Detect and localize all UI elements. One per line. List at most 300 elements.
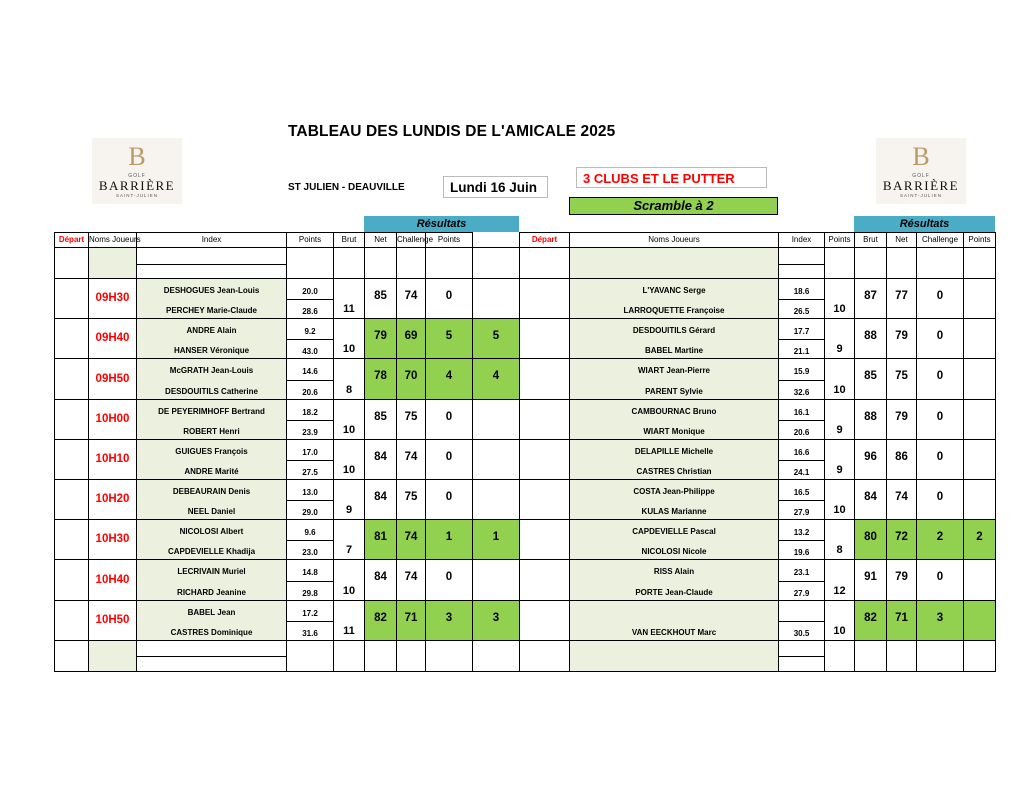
logo-golf-text: GOLF [128, 173, 146, 179]
player-name-1: DESDOUITILS Gérard [632, 326, 716, 336]
result-net [886, 600, 917, 641]
index-divider [287, 460, 333, 461]
player-names [569, 358, 779, 400]
player-name-2: HANSER Véronique [173, 346, 250, 356]
index-2: 24.1 [793, 468, 810, 477]
index-divider [779, 460, 824, 461]
result-net [396, 358, 426, 400]
spacer-top-right-5 [886, 247, 917, 279]
result-challenge [425, 439, 473, 480]
player-index [286, 278, 334, 319]
player-name-1: CAMBOURNAC Bruno [631, 407, 717, 417]
header-right-challenge: Challenge [916, 232, 964, 248]
tee-time [519, 399, 570, 440]
spacer-top-right-4 [854, 247, 887, 279]
spacer-bottom-left-2 [136, 640, 287, 672]
tee-time-label: 09H40 [95, 332, 130, 344]
result-net-value: 71 [895, 612, 908, 625]
spacer-top-left-0 [54, 247, 89, 279]
team-points-value: 8 [345, 383, 353, 396]
result-brut [364, 600, 397, 641]
spacer-bottom-right-5 [886, 640, 917, 672]
page-title: TABLEAU DES LUNDIS DE L'AMICALE 2025 [288, 123, 616, 140]
logo-sub-text: SAINT-JULIEN [899, 193, 942, 198]
logo-golf-text: GOLF [912, 173, 930, 179]
team-points [333, 479, 365, 520]
result-rpoints [472, 559, 520, 601]
spacer-bottom-right-6 [916, 640, 964, 672]
header-right-index: Index [778, 232, 825, 248]
index-divider [779, 656, 824, 657]
player-index [778, 519, 825, 560]
spacer-bottom-left-3 [286, 640, 334, 672]
result-challenge [916, 519, 964, 560]
team-points [824, 519, 855, 560]
results-header-right: Résultats [854, 216, 995, 232]
result-challenge-value: 0 [936, 411, 944, 424]
player-name-1: LECRIVAIN Muriel [177, 567, 246, 577]
player-index [286, 318, 334, 359]
result-net-value: 69 [404, 330, 418, 343]
spacer-top-left-5 [364, 247, 397, 279]
team-points [333, 318, 365, 359]
result-net-value: 79 [895, 411, 908, 424]
result-challenge-value: 0 [445, 290, 453, 303]
result-brut-value: 85 [374, 290, 387, 303]
team-points [824, 278, 855, 319]
result-challenge [916, 358, 964, 400]
result-net [886, 559, 917, 601]
player-name-1: DELAPILLE Michelle [634, 447, 714, 457]
row-left-blank [54, 519, 89, 560]
player-name-2: PORTE Jean-Claude [635, 587, 713, 597]
result-net-value: 79 [895, 571, 908, 584]
player-name-2: NICOLOSI Nicole [641, 547, 707, 557]
logo-monogram: B [128, 142, 146, 171]
tee-time [88, 318, 137, 359]
result-rpoints [472, 479, 520, 520]
index-2: 43.0 [302, 347, 318, 356]
index-2: 21.1 [793, 347, 810, 356]
index-1: 17.2 [302, 609, 318, 618]
result-brut-value: 87 [864, 290, 877, 303]
tee-time-label: 10H30 [95, 533, 130, 545]
player-index [286, 439, 334, 480]
result-brut [364, 479, 397, 520]
result-rpoints [963, 439, 996, 480]
spacer-bottom-right-4 [854, 640, 887, 672]
player-names [136, 519, 287, 560]
tee-time [519, 479, 570, 520]
result-net [886, 399, 917, 440]
tee-time [519, 358, 570, 400]
index-divider [137, 264, 286, 265]
result-brut-value: 79 [374, 330, 387, 343]
result-rpoints [963, 399, 996, 440]
result-brut-value: 78 [374, 370, 387, 383]
tee-time [88, 399, 137, 440]
index-divider [779, 621, 824, 622]
team-points-value: 12 [833, 584, 846, 597]
header-names: Noms Joueurs [88, 232, 137, 248]
index-2: 23.0 [302, 548, 318, 557]
header-depart: Départ [54, 232, 89, 248]
result-brut-value: 96 [864, 451, 877, 464]
result-net-value: 75 [404, 491, 418, 504]
row-left-blank [54, 399, 89, 440]
tee-time-label: 10H50 [95, 614, 130, 626]
index-divider [287, 380, 333, 381]
result-challenge-value: 1 [445, 531, 453, 544]
tee-time [519, 600, 570, 641]
index-2: 20.6 [793, 428, 810, 437]
player-names [569, 399, 779, 440]
index-2: 27.9 [793, 508, 810, 517]
venue-label: ST JULIEN - DEAUVILLE [288, 182, 405, 193]
result-brut [364, 559, 397, 601]
result-challenge-value: 0 [445, 571, 453, 584]
row-left-blank [54, 358, 89, 400]
result-rpoints [963, 278, 996, 319]
tee-time [88, 439, 137, 480]
index-1: 16.1 [793, 408, 810, 417]
row-left-blank [54, 479, 89, 520]
result-rpoints [472, 519, 520, 560]
tee-time-label: 09H30 [95, 292, 130, 304]
team-points-value: 11 [343, 303, 355, 315]
result-net-value: 74 [404, 531, 418, 544]
result-brut [364, 358, 397, 400]
result-brut [854, 399, 887, 440]
index-divider [779, 380, 824, 381]
result-rpoints [472, 439, 520, 480]
spacer-bottom-left-6 [396, 640, 426, 672]
player-index [778, 358, 825, 400]
result-net [886, 358, 917, 400]
player-name-2: PARENT Sylvie [645, 386, 703, 396]
player-names [569, 600, 779, 641]
result-net [886, 278, 917, 319]
player-index [778, 559, 825, 601]
team-points-value: 10 [833, 383, 846, 396]
spacer-top-left-4 [333, 247, 365, 279]
index-2: 20.6 [302, 387, 318, 397]
player-names [569, 278, 779, 319]
row-left-blank [54, 278, 89, 319]
result-challenge [425, 318, 473, 359]
index-1: 9.2 [304, 327, 316, 336]
results-table [54, 232, 995, 671]
player-names [569, 559, 779, 601]
logo-monogram: B [912, 142, 930, 171]
player-name-1: BABEL Jean [187, 608, 236, 618]
result-challenge [425, 600, 473, 641]
spacer-top-left-3 [286, 247, 334, 279]
player-name-1: DEBEAURAIN Denis [172, 487, 251, 497]
result-net [396, 399, 426, 440]
player-name-1: McGRATH Jean-Louis [169, 366, 254, 376]
index-1: 17.7 [793, 327, 810, 336]
header-right-rpoints: Points [963, 232, 996, 248]
index-divider [137, 656, 286, 657]
player-names [136, 559, 287, 601]
spacer-bottom-left-1 [88, 640, 137, 672]
player-names [569, 479, 779, 520]
result-challenge [425, 479, 473, 520]
result-brut [854, 278, 887, 319]
result-challenge-value: 3 [445, 612, 453, 625]
result-challenge-value: 5 [445, 330, 453, 343]
team-points-value: 9 [345, 504, 353, 516]
team-points [824, 439, 855, 480]
result-rpoints [963, 479, 996, 520]
player-name-1: WIART Jean-Pierre [637, 366, 711, 376]
result-challenge [916, 600, 964, 641]
spacer-top-left-2 [136, 247, 287, 279]
player-name-1: CAPDEVIELLE Pascal [632, 527, 716, 537]
result-rpoints [963, 559, 996, 601]
tee-time [88, 479, 137, 520]
result-rpoints [963, 519, 996, 560]
result-challenge [916, 559, 964, 601]
header-brut: Brut [333, 232, 365, 248]
tee-time [519, 318, 570, 359]
result-net [396, 479, 426, 520]
result-rpoints-value: 5 [492, 330, 500, 343]
spacer-bottom-right-1 [569, 640, 779, 672]
result-challenge-value: 0 [936, 491, 944, 504]
logo-left [92, 138, 182, 204]
player-names [569, 519, 779, 560]
spacer-top-right-2 [778, 247, 825, 279]
result-net [886, 519, 917, 560]
result-brut-value: 84 [374, 571, 387, 584]
row-left-blank [54, 439, 89, 480]
team-points-value: 9 [836, 343, 843, 355]
player-index [286, 399, 334, 440]
result-net-value: 74 [404, 571, 418, 584]
result-brut-value: 91 [864, 571, 877, 584]
tee-time [88, 519, 137, 560]
index-1: 18.6 [793, 287, 810, 296]
team-points [333, 439, 365, 480]
player-name-1: COSTA Jean-Philippe [633, 487, 715, 497]
row-left-blank [54, 559, 89, 601]
format-box: 3 CLUBS ET LE PUTTER [576, 167, 767, 188]
spacer-bottom-left-7 [425, 640, 473, 672]
index-1: 9.6 [304, 528, 316, 537]
index-1: 14.8 [302, 568, 318, 578]
result-challenge [916, 479, 964, 520]
player-names [136, 278, 287, 319]
result-net-value: 77 [895, 290, 908, 303]
result-brut [854, 358, 887, 400]
header-right-brut: Brut [854, 232, 887, 248]
player-index [778, 439, 825, 480]
player-name-2: CASTRES Dominique [170, 628, 253, 638]
index-2: 27.5 [302, 468, 318, 477]
result-challenge [425, 559, 473, 601]
index-divider [779, 420, 824, 421]
result-brut-value: 84 [374, 451, 387, 464]
index-divider [779, 540, 824, 541]
index-1: 17.0 [302, 448, 318, 457]
team-points [333, 559, 365, 601]
index-2: 31.6 [302, 629, 318, 638]
index-divider [287, 581, 333, 582]
player-index [286, 600, 334, 641]
result-net-value: 86 [895, 451, 908, 464]
result-net-value: 70 [404, 370, 418, 383]
logo-right [876, 138, 966, 204]
result-brut [854, 559, 887, 601]
player-index [286, 519, 334, 560]
header-points: Points [286, 232, 334, 248]
tee-time [519, 519, 570, 560]
spacer-top-left-1 [88, 247, 137, 279]
index-1: 14.6 [302, 367, 318, 377]
player-index [778, 318, 825, 359]
spacer-bottom-right-2 [778, 640, 825, 672]
result-brut [854, 600, 887, 641]
result-brut [364, 278, 397, 319]
index-divider [779, 500, 824, 501]
logo-sub-text: SAINT-JULIEN [115, 193, 158, 198]
result-challenge [425, 358, 473, 400]
index-2: 19.6 [793, 548, 810, 557]
header-index: Index [136, 232, 287, 248]
result-rpoints [963, 358, 996, 400]
index-divider [287, 500, 333, 501]
results-header-left: Résultats [364, 216, 519, 232]
result-challenge-value: 2 [936, 531, 944, 544]
result-brut [364, 439, 397, 480]
team-points-value: 10 [342, 343, 356, 355]
spacer-top-right-6 [916, 247, 964, 279]
result-brut [854, 479, 887, 520]
team-points-value: 7 [345, 544, 353, 556]
team-points-value: 9 [836, 464, 843, 476]
player-name-2: RICHARD Jeanine [177, 587, 246, 597]
result-rpoints-value: 4 [492, 370, 500, 383]
result-net [396, 600, 426, 641]
team-points-value: 10 [833, 504, 846, 516]
index-divider [287, 540, 333, 541]
result-challenge-value: 0 [445, 491, 453, 504]
player-name-2: CASTRES Christian [636, 467, 712, 477]
result-net [886, 479, 917, 520]
result-challenge [916, 439, 964, 480]
tee-time-label: 10H10 [95, 453, 130, 465]
logo-brand-text: BARRIÈRE [882, 178, 960, 193]
index-2: 29.0 [302, 508, 318, 517]
team-points [333, 600, 365, 641]
index-2: 23.9 [302, 428, 318, 437]
index-2: 29.8 [302, 588, 318, 598]
tee-time [88, 559, 137, 601]
result-brut [364, 318, 397, 359]
result-challenge-value: 0 [445, 411, 453, 424]
player-index [778, 600, 825, 641]
result-rpoints-value: 3 [492, 612, 500, 625]
team-points-value: 10 [833, 625, 846, 637]
player-names [569, 318, 779, 359]
result-brut-value: 88 [864, 411, 877, 424]
result-net [396, 278, 426, 319]
index-2: 30.5 [793, 629, 810, 638]
player-index [286, 559, 334, 601]
result-net-value: 79 [895, 330, 908, 343]
result-rpoints [472, 318, 520, 359]
result-challenge-value: 0 [936, 370, 944, 383]
result-brut-value: 82 [864, 612, 877, 625]
index-divider [779, 339, 824, 340]
team-points [824, 479, 855, 520]
player-index [778, 399, 825, 440]
player-name-2: ANDRE Marité [184, 467, 239, 477]
player-name-2: WIART Monique [643, 427, 705, 437]
result-brut-value: 80 [864, 531, 877, 544]
result-net [396, 318, 426, 359]
result-net [396, 519, 426, 560]
index-2: 27.9 [793, 588, 810, 598]
player-names [136, 439, 287, 480]
spacer-top-left-8 [472, 247, 520, 279]
team-points-value: 8 [836, 544, 843, 556]
result-brut-value: 84 [374, 491, 387, 504]
player-index [286, 358, 334, 400]
scramble-banner: Scramble à 2 [569, 197, 778, 215]
result-challenge-value: 0 [445, 451, 453, 464]
team-points-value: 10 [342, 424, 356, 436]
team-points-value: 10 [342, 584, 356, 597]
team-points-value: 9 [836, 424, 843, 436]
index-1: 13.2 [793, 528, 810, 537]
result-challenge [425, 399, 473, 440]
player-index [286, 479, 334, 520]
result-rpoints [472, 358, 520, 400]
result-challenge [916, 399, 964, 440]
tee-time-label: 09H50 [95, 372, 130, 385]
result-brut-value: 85 [374, 411, 387, 424]
tee-time-label: 10H20 [95, 493, 130, 505]
result-rpoints [472, 278, 520, 319]
player-name-2: KULAS Marianne [641, 507, 707, 517]
tee-time-label: 10H00 [95, 413, 130, 425]
team-points-value: 11 [343, 625, 355, 637]
index-divider [287, 420, 333, 421]
spacer-bottom-left-0 [54, 640, 89, 672]
player-name-1: DE PEYERIMHOFF Bertrand [158, 407, 265, 417]
row-left-blank [54, 318, 89, 359]
result-net-value: 71 [404, 612, 418, 625]
result-brut [854, 318, 887, 359]
team-points [824, 358, 855, 400]
player-index [778, 479, 825, 520]
index-1: 18.2 [302, 408, 318, 417]
player-names [136, 600, 287, 641]
result-brut [364, 399, 397, 440]
index-1: 13.0 [302, 488, 318, 497]
index-2: 26.5 [793, 307, 810, 316]
result-brut-value: 85 [864, 370, 877, 383]
row-left-blank [54, 600, 89, 641]
result-net-value: 74 [404, 290, 418, 303]
team-points [824, 399, 855, 440]
spacer-bottom-right-0 [519, 640, 570, 672]
team-points-value: 10 [833, 303, 846, 315]
result-challenge-value: 4 [445, 370, 453, 383]
